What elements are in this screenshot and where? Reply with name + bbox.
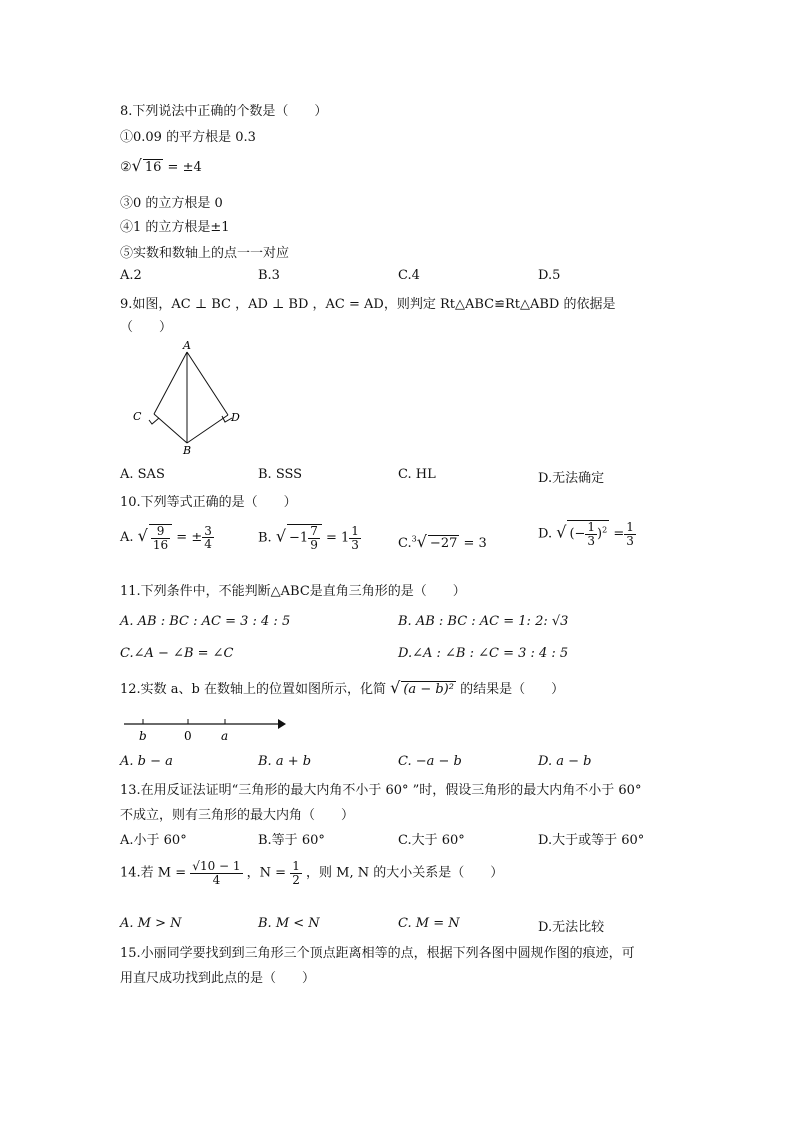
q14-option-b: B. M < N bbox=[258, 916, 320, 931]
q13-option-c: C.大于 60° bbox=[398, 833, 465, 848]
q8-option-c: C.4 bbox=[398, 268, 420, 283]
q13-option-a: A.小于 60° bbox=[120, 833, 187, 848]
q9-option-c: C. HL bbox=[398, 467, 436, 482]
q8-statement-2: ②√ 16 = ±4 bbox=[120, 156, 202, 175]
q13-line-2: 不成立，则有三角形的最大内角（ ） bbox=[120, 808, 355, 823]
q9-option-a: A. SAS bbox=[120, 467, 165, 482]
q9-label-d: D bbox=[231, 411, 240, 424]
q13-line-1: 13.在用反证法证明“三角形的最大内角不小于 60° ”时，假设三角形的最大内角不小于 60° bbox=[120, 783, 642, 798]
q8-s2-radicand: 16 bbox=[144, 160, 162, 175]
q10-stem: 10.下列等式正确的是（ ） bbox=[120, 495, 297, 510]
q12-option-b: B. a + b bbox=[258, 754, 312, 769]
q11-option-d: D.∠A : ∠B : ∠C = 3 : 4 : 5 bbox=[398, 646, 569, 661]
q8-s2-marker: ② bbox=[120, 160, 132, 175]
q8-statement-4: ④1 的立方根是±1 bbox=[120, 220, 230, 235]
q9-label-c: C bbox=[133, 410, 142, 423]
q11-stem: 11.下列条件中，不能判断△ABC是直角三角形的是（ ） bbox=[120, 584, 466, 599]
q12-label-b: b bbox=[139, 729, 147, 743]
q9-stem: 9.如图，AC ⊥ BC ，AD ⊥ BD ，AC = AD，则判定 Rt△ABC≌Rt△ABD 的依据是 bbox=[120, 297, 616, 312]
q8-stem: 8.下列说法中正确的个数是（ ） bbox=[120, 104, 328, 119]
q10-option-b: B. √ −1 $\frac{7}{9}$ = 1 $\frac{1}{3}$ bbox=[258, 524, 359, 552]
q12-number-line bbox=[120, 712, 290, 746]
q8-option-d: D.5 bbox=[538, 268, 561, 283]
q8-option-b: B.3 bbox=[258, 268, 280, 283]
q11-option-c: C.∠A − ∠B = ∠C bbox=[120, 646, 234, 661]
q9-label-b: B bbox=[183, 444, 192, 457]
q14-option-c: C. M = N bbox=[398, 916, 460, 931]
q12-option-c: C. −a − b bbox=[398, 754, 462, 769]
q10-option-c: C.$^3$√ −27 = 3 bbox=[398, 532, 487, 551]
q9-option-d: D.无法确定 bbox=[538, 471, 605, 486]
q12-option-d: D. a − b bbox=[538, 754, 592, 769]
q14-option-a: A. M > N bbox=[120, 916, 182, 931]
q9-label-a: A bbox=[183, 339, 191, 352]
q11-option-a: A. AB : BC : AC = 3 : 4 : 5 bbox=[120, 614, 291, 629]
q12-label-zero: 0 bbox=[184, 729, 192, 743]
q13-option-d: D.大于或等于 60° bbox=[538, 833, 645, 848]
q12-option-a: A. b − a bbox=[120, 754, 173, 769]
q8-statement-1: ①0.09 的平方根是 0.3 bbox=[120, 130, 256, 145]
q15-line-2: 用直尺成功找到此点的是（ ） bbox=[120, 971, 316, 986]
q11-option-b: B. AB : BC : AC = 1: 2: √3 bbox=[398, 614, 569, 629]
q12-stem: 12.实数 a、b 在数轴上的位置如图所示，化简 √ (a − b)² 的结果是（ ） bbox=[120, 678, 565, 697]
q9-option-b: B. SSS bbox=[258, 467, 303, 482]
q14-stem: 14.若 M = $\frac{√10 - 1}{4}$ ，N = $\frac{1}{2}$ ，则 M, N 的大小关系是（ ） bbox=[120, 859, 504, 887]
q9-stem-cont: （ ） bbox=[120, 320, 173, 335]
q8-statement-3: ③0 的立方根是 0 bbox=[120, 196, 223, 211]
q8-option-a: A.2 bbox=[120, 268, 142, 283]
q8-s2-result: = ±4 bbox=[167, 160, 202, 175]
q13-option-b: B.等于 60° bbox=[258, 833, 325, 848]
q14-option-d: D.无法比较 bbox=[538, 920, 605, 935]
q10-option-d: D. √ (− $\frac{1}{3}$ )$^2$ = $\frac{1}{3}$ bbox=[538, 520, 634, 548]
q15-line-1: 15.小丽同学要找到到三角形三个顶点距离相等的点，根据下列各图中圆规作图的痕迹，可 bbox=[120, 946, 635, 961]
q10-option-a: A. √ $\frac{9}{16}$ = ± $\frac{3}{4}$ bbox=[120, 523, 212, 552]
q12-label-a: a bbox=[221, 729, 229, 743]
q9-figure-kite bbox=[126, 338, 246, 458]
q8-statement-5: ⑤实数和数轴上的点一一对应 bbox=[120, 246, 290, 261]
